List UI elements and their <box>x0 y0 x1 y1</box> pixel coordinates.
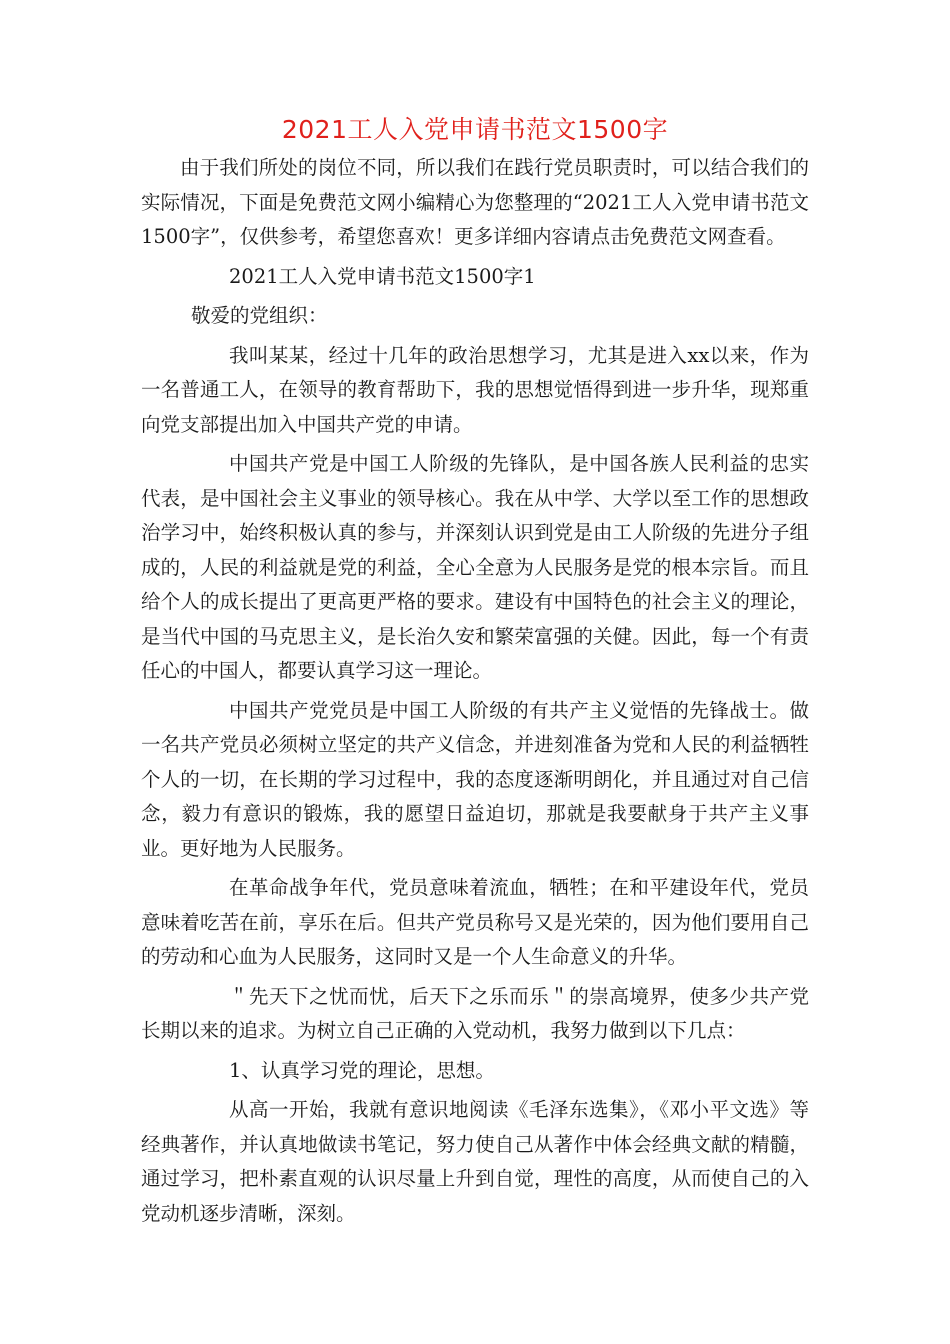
body-paragraph: 中国共产党是中国工人阶级的先锋队，是中国各族人民利益的忠实代表，是中国社会主义事业的领导核心。我在从中学、大学以至工作的思想政治学习中，始终积极认真的参与，并深刻认识到党是由工人阶级的先进分子组成的，人民的利益就是党的利益，全心全意为人民服务是党的根本宗旨。而且给个人的成长提出了更高更严格的要求。建设有中国特色的社会主义的理论，是当代中国的马克思主义，是长治久安和繁荣富强的关健。因此，每一个有责任心的中国人，都要认真学习这一理论。 <box>141 452 809 682</box>
document-body <box>141 151 809 1231</box>
list-item-heading: 1、认真学习党的理论，思想。 <box>229 1058 495 1082</box>
body-paragraph: ＂先天下之忧而忧，后天下之乐而乐＂的崇高境界，使多少共产党长期以来的追求。为树立自己正确的入党动机，我努力做到以下几点： <box>141 984 809 1042</box>
document-title: 2021工人入党申请书范文1500字 <box>281 115 669 144</box>
body-paragraph: 我叫某某，经过十几年的政治思想学习，尤其是进入xx以来，作为一名普通工人，在领导的教育帮助下，我的思想觉悟得到进一步升华，现郑重向党支部提出加入中国共产党的申请。 <box>141 343 809 436</box>
section-heading: 2021工人入党申请书范文1500字1 <box>229 264 536 288</box>
salutation: 敬爱的党组织： <box>191 304 328 327</box>
body-paragraph: 在革命战争年代，党员意味着流血，牺牲；在和平建设年代，党员意味着吃苦在前，享乐在后。但共产党员称号又是光荣的，因为他们要用自己的劳动和心血为人民服务，这同时又是一个人生命意义的升华。 <box>141 876 809 968</box>
body-paragraph: 中国共产党党员是中国工人阶级的有共产主义觉悟的先锋战士。做一名共产党员必须树立坚定的共产义信念，并进刻准备为党和人民的利益牺牲个人的一切，在长期的学习过程中，我的态度逐渐明朗化，并且通过对自己信念，毅力有意识的锻炼，我的愿望日益迫切，那就是我要献身于共产主义事业。更好地为人民服务。 <box>141 698 809 860</box>
intro-paragraph: 由于我们所处的岗位不同，所以我们在践行党员职责时，可以结合我们的实际情况，下面是免费范文网小编精心为您整理的“2021工人入党申请书范文1500字”，仅供参考，希望您喜欢！更多详细内容请点击免费范文网查看。 <box>141 156 809 248</box>
body-paragraph: 从高一开始，我就有意识地阅读《毛泽东选集》，《邓小平文选》等经典著作，并认真地做读书笔记，努力使自己从著作中体会经典文献的精髓，通过学习，把朴素直观的认识尽量上升到自觉，理性的高度，从而使自己的入党动机逐步清晰，深刻。 <box>141 1098 809 1225</box>
